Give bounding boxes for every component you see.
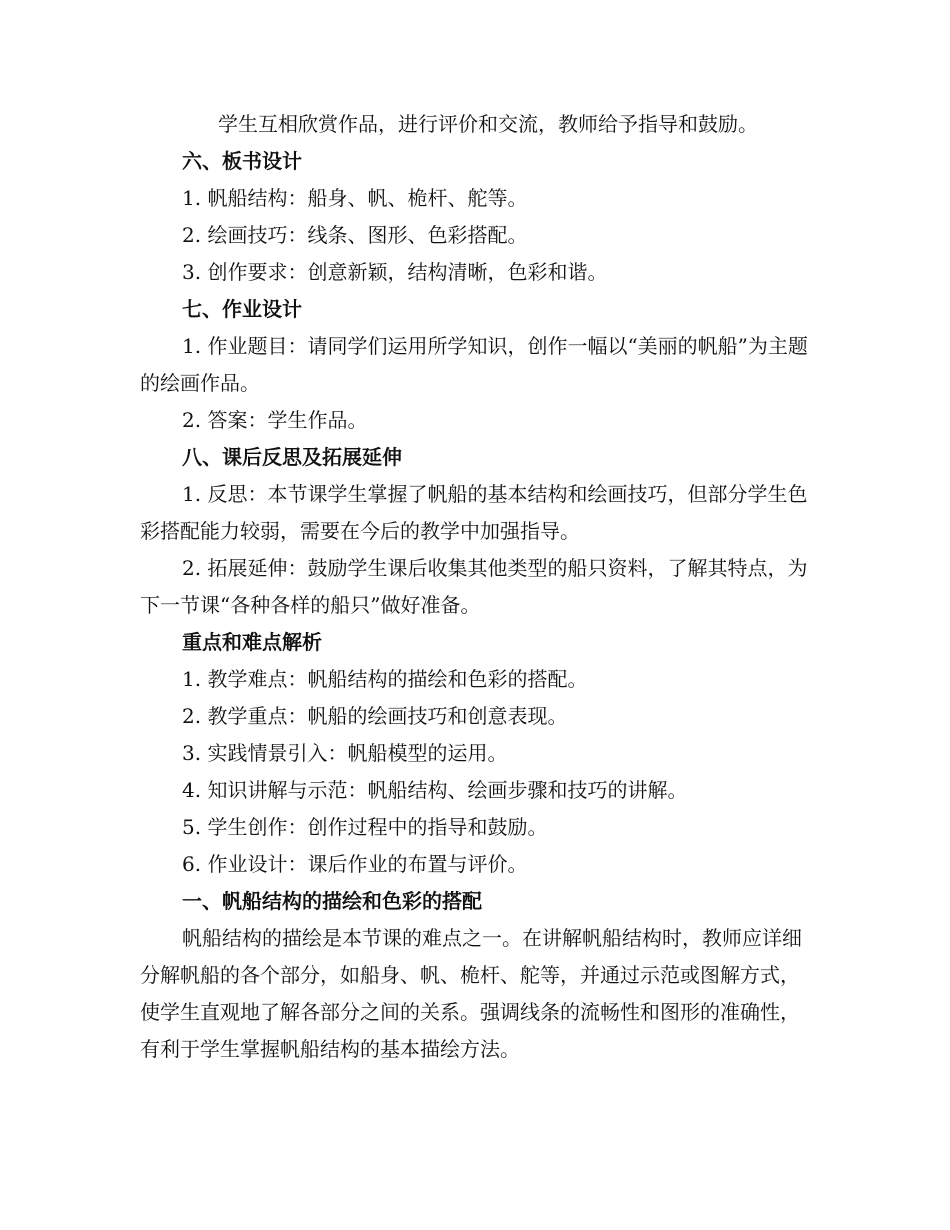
list-item: 2. 绘画技巧：线条、图形、色彩搭配。	[182, 223, 528, 247]
list-item: 5. 学生创作：创作过程中的指导和鼓励。	[182, 815, 548, 839]
list-item: 2. 拓展延伸：鼓励学生课后收集其他类型的船只资料，了解其特点，为下一节课“各种各样的船只”做好准备。	[140, 556, 808, 617]
list-item: 1. 教学难点：帆船结构的描绘和色彩的搭配。	[182, 667, 588, 691]
body-paragraph: 帆船结构的描绘是本节课的难点之一。在讲解帆船结构时，教师应详细分解帆船的各个部分，如船身、帆、桅杆、舵等，并通过示范或图解方式，使学生直观地了解各部分之间的关系。强调线条的流畅性和图形的准确性，有利于学生掌握帆船结构的基本描绘方法。	[140, 926, 802, 1061]
list-item: 1. 作业题目：请同学们运用所学知识，创作一幅以“美丽的帆船”为主题的绘画作品。	[140, 334, 808, 395]
list-item: 6. 作业设计：课后作业的布置与评价。	[182, 852, 528, 876]
document-body	[140, 106, 808, 1068]
heading-sailboat-structure: 一、帆船结构的描绘和色彩的搭配	[182, 889, 482, 913]
heading-key-points: 重点和难点解析	[182, 630, 322, 654]
list-item: 2. 答案：学生作品。	[182, 408, 368, 432]
heading-reflection-extension: 八、课后反思及拓展延伸	[182, 445, 402, 469]
list-item: 2. 教学重点：帆船的绘画技巧和创意表现。	[182, 704, 568, 728]
paragraph-student-evaluation: 学生互相欣赏作品，进行评价和交流，教师给予指导和鼓励。	[218, 112, 758, 136]
list-item: 1. 帆船结构：船身、帆、桅杆、舵等。	[182, 186, 528, 210]
list-item: 4. 知识讲解与示范：帆船结构、绘画步骤和技巧的讲解。	[182, 778, 688, 802]
heading-board-design: 六、板书设计	[182, 149, 302, 173]
list-item: 3. 实践情景引入：帆船模型的运用。	[182, 741, 508, 765]
list-item: 1. 反思：本节课学生掌握了帆船的基本结构和绘画技巧，但部分学生色彩搭配能力较弱，需要在今后的教学中加强指导。	[140, 482, 808, 543]
list-item: 3. 创作要求：创意新颖，结构清晰，色彩和谐。	[182, 260, 608, 284]
heading-homework-design: 七、作业设计	[182, 297, 302, 321]
